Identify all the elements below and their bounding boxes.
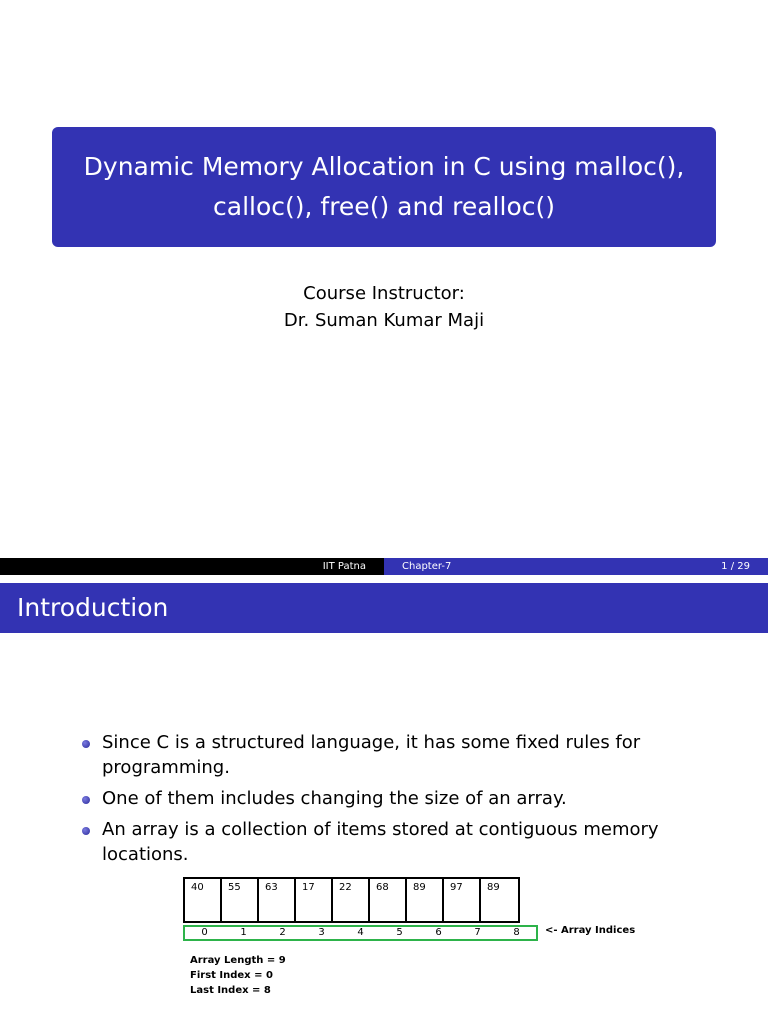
bullet-icon (82, 740, 90, 748)
instructor-label: Course Instructor: (303, 283, 465, 304)
frame-title: Introduction (17, 593, 169, 622)
instructor-block (0, 280, 768, 334)
bullet-icon (82, 827, 90, 835)
instructor-name: Dr. Suman Kumar Maji (283, 310, 485, 331)
array-indices-label: <- Array Indices (545, 925, 636, 936)
array-indices (183, 925, 538, 941)
first-index-text: First Index = 0 (190, 970, 273, 981)
array-index: 0 (201, 927, 208, 938)
array-index: 6 (435, 927, 442, 938)
array-cell: 22 (333, 879, 370, 921)
footer-bar (0, 558, 768, 575)
array-cell: 97 (444, 879, 481, 921)
array-cell: 55 (222, 879, 259, 921)
array-index: 1 (240, 927, 247, 938)
array-index: 8 (513, 927, 520, 938)
footer-page-number: 1 / 29 (721, 561, 750, 572)
bullet-icon (82, 796, 90, 804)
array-cell: 68 (370, 879, 407, 921)
footer-chapter: Chapter-7 (402, 561, 452, 572)
array-cell: 89 (407, 879, 444, 921)
bullet-item (80, 730, 680, 780)
array-length-text: Array Length = 9 (190, 955, 286, 966)
bullet-item (80, 817, 680, 867)
bullet-text: One of them includes changing the size of an array. (102, 788, 567, 809)
array-cell: 63 (259, 879, 296, 921)
array-index: 3 (318, 927, 325, 938)
array-stats (190, 953, 286, 998)
title-box (52, 127, 716, 247)
array-cell: 89 (487, 882, 500, 893)
bullet-text: Since C is a structured language, it has some fixed rules for programming. (102, 732, 641, 778)
footer-left (0, 558, 384, 575)
array-cell: 17 (296, 879, 333, 921)
last-index-text: Last Index = 8 (190, 985, 271, 996)
array-index: 2 (279, 927, 286, 938)
array-index: 4 (357, 927, 364, 938)
array-index: 7 (474, 927, 481, 938)
array-index: 5 (396, 927, 403, 938)
title-line-2: calloc(), free() and realloc() (213, 192, 555, 221)
bullet-list (80, 730, 680, 873)
array-cells (183, 877, 520, 923)
frame-title-bar (0, 583, 768, 633)
footer-right (384, 558, 768, 575)
footer-institute: IIT Patna (322, 561, 366, 572)
array-cell: 40 (185, 879, 222, 921)
bullet-text: An array is a collection of items stored at contiguous memory locations. (102, 819, 659, 865)
array-figure (183, 877, 643, 1007)
bullet-item (80, 786, 680, 811)
title-line-1: Dynamic Memory Allocation in C using malloc(), (83, 152, 685, 181)
